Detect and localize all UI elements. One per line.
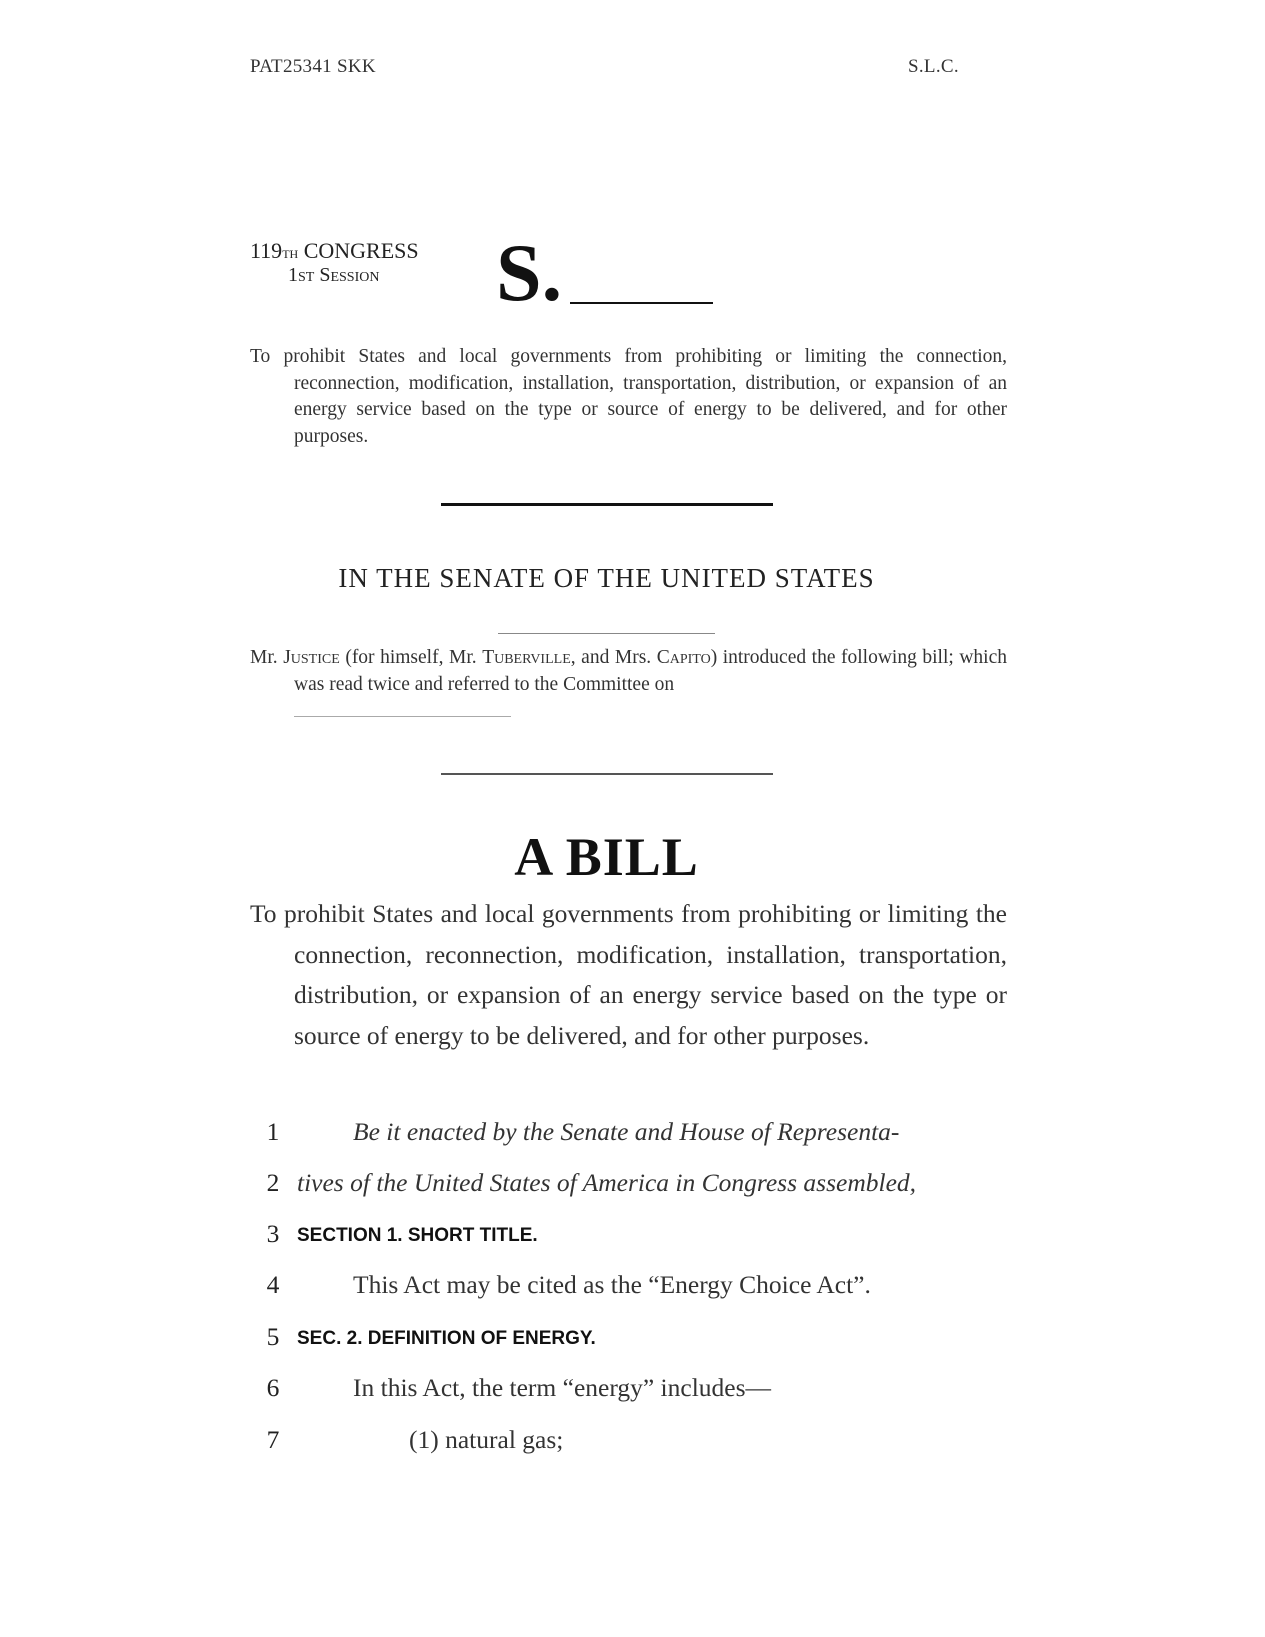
divider-rule [441, 503, 773, 506]
line-number: 6 [266, 1373, 280, 1402]
session-suffix: st [298, 264, 315, 286]
line-number: 4 [266, 1270, 280, 1299]
section-text: In this Act, the term “energy” includes— [353, 1373, 772, 1402]
paragraph-item: (1) natural gas; [409, 1425, 564, 1454]
bill-number-blank [570, 302, 713, 304]
enacting-clause-cont: tives of the United States of America in Congress assembled, [297, 1168, 917, 1197]
line-number: 3 [266, 1219, 280, 1248]
session-number: 1 [288, 264, 298, 286]
thin-rule [498, 633, 715, 634]
congress-label [250, 238, 419, 264]
cosponsor-name: Capito [656, 647, 711, 668]
line-number: 1 [266, 1117, 280, 1146]
session-label [288, 264, 379, 287]
caption-title: To prohibit States and local governments from prohibiting or limiting the connection, reconnection, modification, installation, transportation, distribution, or expansion of an energy service based on the type or source of energy to be delivered, and for other purposes. [250, 346, 1007, 447]
cosponsor-name: Tuberville [482, 647, 571, 668]
line-number: 7 [266, 1425, 280, 1454]
enacting-clause: Be it enacted by the Senate and House of Representa- [353, 1117, 900, 1146]
session-word: Session [319, 264, 380, 286]
congress-number: 119 [250, 238, 283, 263]
bill-heading: A BILL [514, 827, 699, 887]
office-code: S.L.C. [908, 56, 959, 77]
section-heading: SECTION 1. SHORT TITLE. [297, 1225, 538, 1246]
chamber-heading: IN THE SENATE OF THE UNITED STATES [338, 563, 875, 593]
introduction-text: Mr. Justice (for himself, Mr. Tuberville, and Mrs. Capito) introduced the following bill; which was read twice and referred to the Committee on [250, 647, 1008, 695]
committee-blank [294, 716, 511, 717]
section-text: This Act may be cited as the “Energy Choice Act”. [353, 1270, 871, 1299]
line-number: 5 [266, 1322, 280, 1351]
sponsor-name: Justice [283, 647, 340, 668]
line-number: 2 [266, 1168, 280, 1197]
document-id: PAT25341 SKK [250, 56, 376, 77]
section-heading: SEC. 2. DEFINITION OF ENERGY. [297, 1328, 596, 1349]
long-title: To prohibit States and local governments from prohibiting or limiting the connection, reconnection, modification, installation, transportation, distribution, or expansion of an energy service based on the type or source of energy to be delivered, and for other purposes. [250, 899, 1007, 1050]
congress-suffix: th [282, 243, 299, 262]
divider-rule [441, 773, 773, 775]
bill-prefix: S. [496, 227, 563, 318]
congress-word: CONGRESS [303, 238, 419, 263]
